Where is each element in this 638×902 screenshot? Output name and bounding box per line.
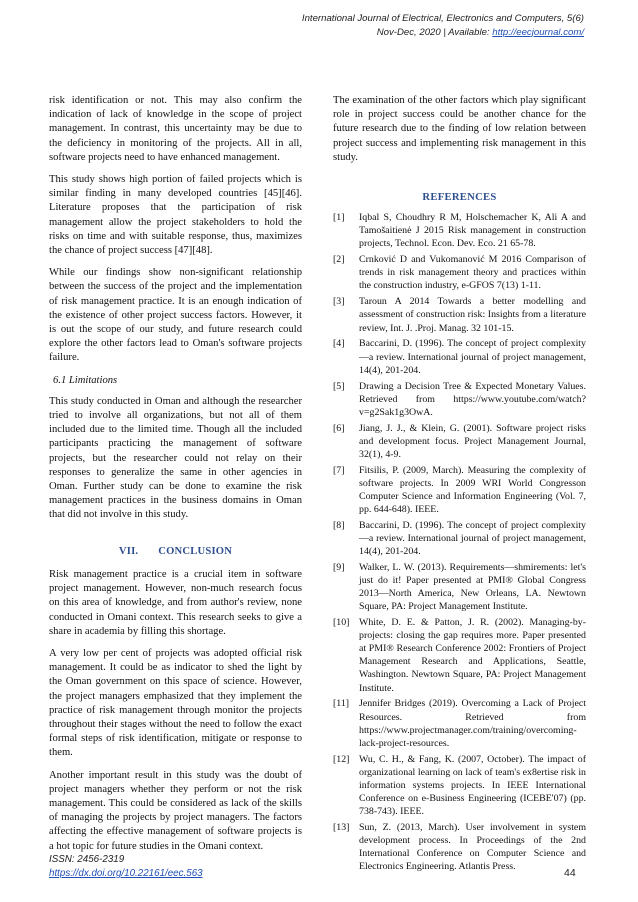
reference-list <box>333 211 586 873</box>
right-column <box>333 94 586 876</box>
issn-label: ISSN: 2456-2319 <box>49 854 125 865</box>
body-paragraph: risk identification or not. This may also confirm the indication of lack of knowledge in the scope of project management. In contrast, this uncertainty may be due to the deficiency in monitoring of the projects. All in all, software projects need to have enhanced management. <box>49 95 302 163</box>
reference-number: [11] <box>333 698 350 710</box>
reference-text: Taroun A 2014 Towards a better modelling and assessment of construction risk: Insights from a literature review, Int. J. .Proj. Manag. 32 101-15. <box>359 296 586 334</box>
reference-item <box>333 337 586 376</box>
left-column <box>49 94 302 862</box>
reference-item <box>333 561 586 613</box>
reference-text: Jennifer Bridges (2019). Overcoming a Lack of Project Resources. Retrieved from https://www.projectmanager.com/training/overcoming-lack-project-resources. <box>359 698 586 749</box>
reference-item <box>333 211 586 250</box>
reference-number: [8] <box>333 519 345 531</box>
reference-item <box>333 464 586 516</box>
section-title: CONCLUSION <box>158 545 233 557</box>
reference-item <box>333 422 586 461</box>
journal-issue-line <box>302 26 584 40</box>
references-heading: REFERENCES <box>422 192 497 204</box>
reference-text: Drawing a Decision Tree & Expected Monetary Values. Retrieved from https://www.youtube.com/watch?v=g2Sak1g3OwA. <box>359 380 586 418</box>
limitations-paragraph: This study conducted in Oman and although the researcher tried to involve all organizations, but not all of them included due to the limited time. Though all the included participants practicing the management of software projects, but the researcher could not relay on their responses to generalize the same in other agencies in Oman. Further study can be done to examine the risk management practices in the business domains in Oman that did not involve in this study. <box>49 395 302 521</box>
reference-text: Baccarini, D. (1996). The concept of project complexity—a review. International journal of project management, 14(4), 201-204. <box>359 338 586 376</box>
reference-number: [7] <box>333 464 345 476</box>
issue-date: Nov-Dec, 2020 | Available: <box>376 26 493 38</box>
reference-number: [6] <box>333 422 345 434</box>
reference-item <box>333 616 586 695</box>
reference-text: Iqbal S, Choudhry R M, Holschemacher K, Ali A and Tamošaitienė J 2015 Risk management in construction projects, Technol. Econ. Dev. Eco. 21 65-78. <box>359 212 586 250</box>
section-number: VII. <box>118 545 139 557</box>
doi-link[interactable]: https://dx.doi.org/10.22161/eec.563 <box>49 868 203 879</box>
reference-number: [5] <box>333 380 345 392</box>
reference-item <box>333 380 586 419</box>
reference-text: Walker, L. W. (2013). Requirements—shmirements: let's just do it! Paper presented at PMI® Global Congress 2013—North America, New Orleans, LA. Newtown Square, PA: Project Management Institute. <box>359 561 586 613</box>
reference-text: Fitsilis, P. (2009, March). Measuring the complexity of software projects. In 2009 WRI World Congresson Computer Science and Information Engineering (Vol. 7, pp. 644-648). IEEE. <box>359 464 586 515</box>
body-paragraph: This study shows high portion of failed projects which is similar finding in many developed countries [45][46]. Literature proposes that the participation of risk management allow the project stakeholders to hold the risks on time and with suitable response, thus, maximizes the chance of project success [47][48]. <box>49 174 302 257</box>
reference-number: [1] <box>333 212 345 224</box>
reference-item <box>333 253 586 292</box>
reference-item <box>333 821 586 873</box>
journal-header <box>302 12 584 39</box>
reference-item <box>333 519 586 558</box>
reference-item <box>333 295 586 334</box>
conclusion-heading <box>49 545 302 559</box>
reference-text: Sun, Z. (2013, March). User involvement in system development process. In Proceedings of the 2nd International Conference on Computer Science and Electronics Engineering. Atlantis Press. <box>359 821 586 873</box>
reference-text: Crnković D and Vukomanović M 2016 Comparison of trends in risk management theory and practices within the construction industry, e-GFOS 7(13) 1-11. <box>359 254 586 292</box>
body-paragraph: While our findings show non-significant relationship between the success of the project and the implementation of risk management practice. It is an enough indication of the existence of other project success factors. However, it is out the scope of our study, and future research could explore the other factors lead to Oman's software projects failure. <box>49 267 302 364</box>
limitations-heading: 6.1 Limitations <box>53 374 118 386</box>
journal-link[interactable]: http://eecjournal.com/ <box>492 26 584 38</box>
reference-text: White, D. E. & Patton, J. R. (2002). Managing-by-projects: closing the gap requires more. Paper presented at PMI® Research Conference 2002: Frontiers of Project Management Research and Applications, Seattle, Washington. Newtown Square, PA: Project Management Institute. <box>359 617 586 694</box>
reference-text: Wu, C. H., & Fang, K. (2007, October). The impact of organizational learning on lack of team's ex8ertise risk in information systems projects. In IEEE International Conference on e-Business Engineering (ICEBE'07) (pp. 738-743). IEEE. <box>359 753 586 818</box>
conclusion-paragraph: Another important result in this study was the doubt of project managers whether they perform or not the risk management. This could be considered as lack of the skills of managing the projects by project managers. The factors affecting the effective management of software projects is a hot topic for future studies in the Omani context. <box>49 769 302 852</box>
page-number: 44 <box>564 867 576 879</box>
reference-number: [9] <box>333 561 345 573</box>
journal-title: International Journal of Electrical, Electronics and Computers, 5(6) <box>301 13 584 24</box>
reference-text: Jiang, J. J., & Klein, G. (2001). Software project risks and development focus. Project Management Journal, 32(1), 4-9. <box>359 422 586 460</box>
page-footer <box>49 853 203 881</box>
reference-number: [12] <box>333 753 350 765</box>
conclusion-paragraph: A very low per cent of projects was adopted official risk management. It could be as indicator to shed the light by the Oman government on this space of science. However, the project managers emphasized that they implement the practice of risk management through monitor the projects throughout their stages without the need to follow the exact formal steps of risk identification, mitigate or response to them. <box>49 647 302 759</box>
reference-number: [13] <box>333 821 350 833</box>
conclusion-paragraph: Risk management practice is a crucial item in software project management. However, non-much research focus on this area of knowledge, and from author's review, none conducted in Omani context. This research seeks to give a share in academia by filling this shortage. <box>49 568 302 637</box>
reference-number: [2] <box>333 254 345 266</box>
reference-number: [3] <box>333 296 345 308</box>
reference-text: Baccarini, D. (1996). The concept of project complexity—a review. International journal of project management, 14(4), 201-204. <box>359 519 586 558</box>
reference-number: [4] <box>333 338 345 350</box>
reference-number: [10] <box>333 617 350 629</box>
reference-item <box>333 697 586 749</box>
reference-item <box>333 753 586 818</box>
body-paragraph: The examination of the other factors which play significant role in project success could be another chance for the future research due to the finding of low relation between project success and implementing risk management in this study. <box>333 95 586 163</box>
